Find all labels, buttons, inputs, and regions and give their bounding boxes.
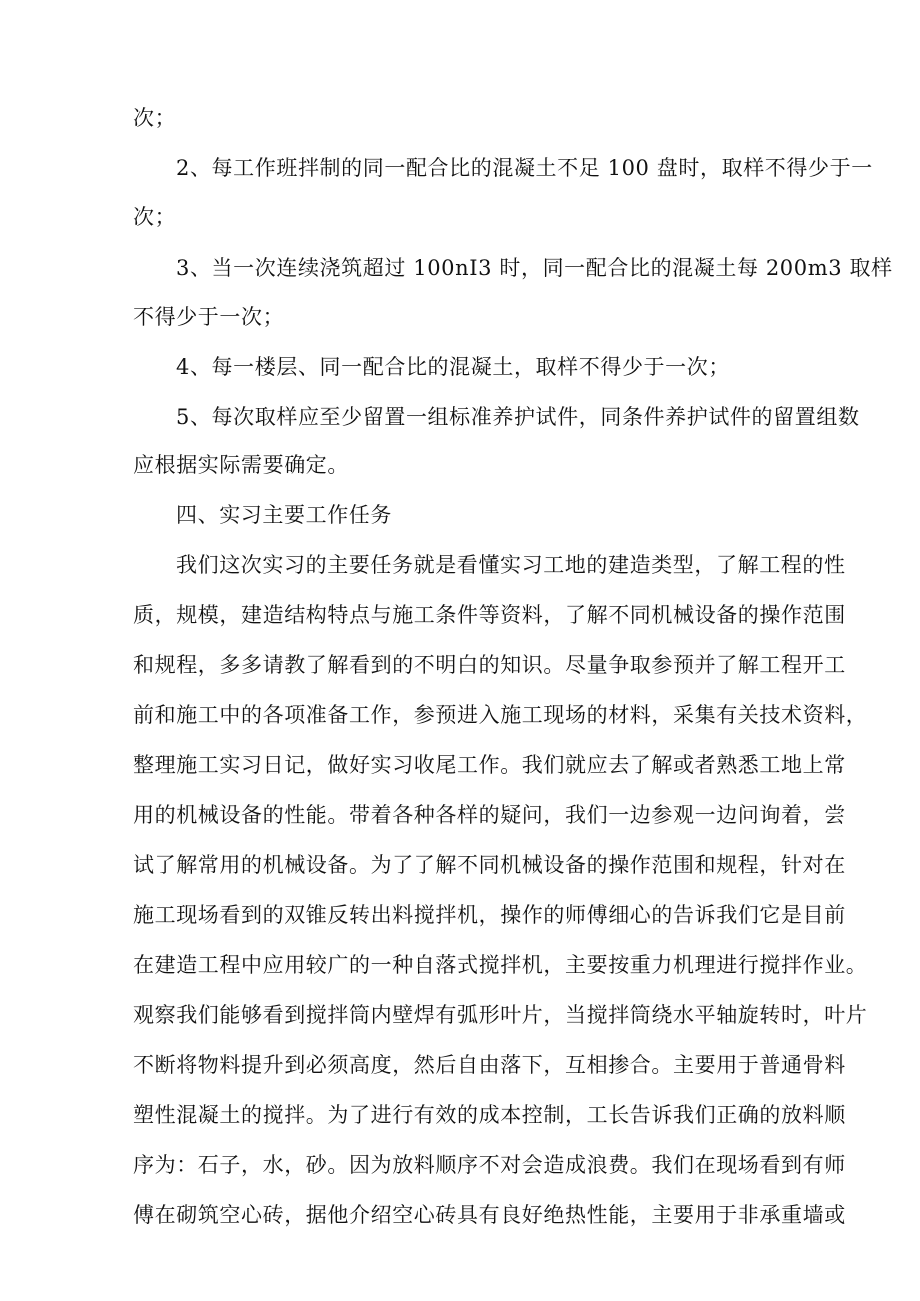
text-line-6: 4、每一楼层、同一配合比的混凝土，取样不得少于一次；	[176, 355, 730, 379]
text-line-3: 次；	[133, 205, 177, 229]
text-line-21: 塑性混凝土的搅拌。为了进行有效的成本控制，工长告诉我们正确的放料顺	[133, 1103, 846, 1127]
text-line-2: 2、每工作班拌制的同一配合比的混凝土不足 100 盘时，取样不得少于一	[176, 156, 873, 180]
text-line-4: 3、当一次连续浇筑超过 100nI3 时，同一配合比的混凝土每 200m3 取样	[176, 256, 893, 280]
text-line-19: 观察我们能够看到搅拌筒内壁焊有弧形叶片，当搅拌筒绕水平轴旋转时，叶片	[133, 1003, 868, 1027]
text-line-18: 在建造工程中应用较广的一种自落式搅拌机，主要按重力机理进行搅拌作业。	[133, 953, 868, 977]
text-line-1: 次；	[133, 106, 177, 130]
text-line-13: 前和施工中的各项准备工作，参预进入施工现场的材料，采集有关技术资料，	[133, 703, 868, 727]
section-heading: 四、实习主要工作任务	[176, 503, 392, 527]
text-line-20: 不断将物料提升到必须高度，然后自由落下，互相掺合。主要用于普通骨料	[133, 1053, 846, 1077]
text-line-10: 我们这次实习的主要任务就是看懂实习工地的建造类型，了解工程的性	[176, 553, 846, 577]
text-line-12: 和规程，多多请教了解看到的不明白的知识。尽量争取参预并了解工程开工	[133, 653, 846, 677]
text-line-11: 质，规模，建造结构特点与施工条件等资料，了解不同机械设备的操作范围	[133, 603, 846, 627]
text-line-23: 傅在砌筑空心砖，据他介绍空心砖具有良好绝热性能，主要用于非承重墙或	[133, 1203, 846, 1227]
text-line-5: 不得少于一次；	[133, 305, 285, 329]
text-line-15: 用的机械设备的性能。带着各种各样的疑问，我们一边参观一边问询着，尝	[133, 803, 846, 827]
text-line-16: 试了解常用的机械设备。为了了解不同机械设备的操作范围和规程，针对在	[133, 853, 846, 877]
text-line-8: 应根据实际需要确定。	[133, 453, 349, 477]
text-line-17: 施工现场看到的双锥反转出料搅拌机，操作的师傅细心的告诉我们它是目前	[133, 903, 846, 927]
text-line-7: 5、每次取样应至少留置一组标准养护试件，同条件养护试件的留置组数	[176, 405, 860, 429]
text-line-14: 整理施工实习日记，做好实习收尾工作。我们就应去了解或者熟悉工地上常	[133, 753, 846, 777]
text-line-22: 序为：石子，水，砂。因为放料顺序不对会造成浪费。我们在现场看到有师	[133, 1153, 846, 1177]
